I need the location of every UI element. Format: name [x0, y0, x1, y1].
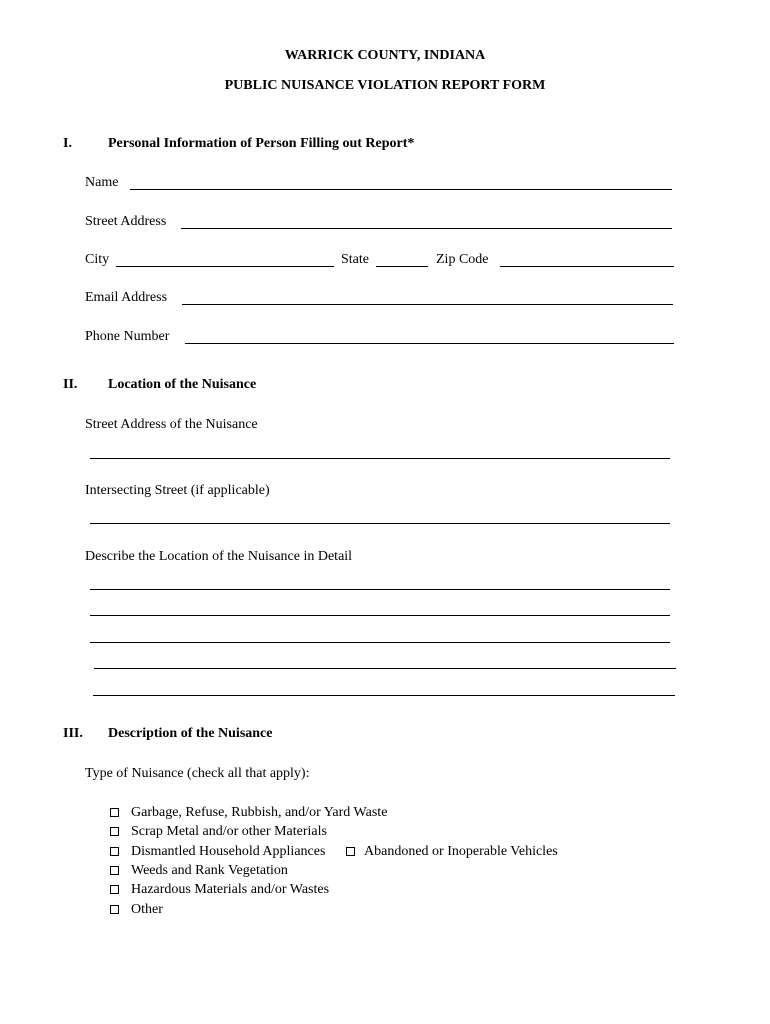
describe-line-2[interactable] [90, 615, 670, 616]
state-field[interactable] [376, 266, 428, 267]
checkbox-weeds[interactable] [110, 866, 119, 875]
zip-code-field[interactable] [500, 266, 674, 267]
county-heading: WARRICK COUNTY, INDIANA [284, 48, 486, 63]
option-scrap-metal-label: Scrap Metal and/or other Materials [131, 824, 327, 839]
option-appliances-label: Dismantled Household Appliances [131, 844, 326, 859]
option-vehicles-label: Abandoned or Inoperable Vehicles [364, 844, 558, 859]
checkbox-vehicles[interactable] [346, 847, 355, 856]
nuisance-street-label: Street Address of the Nuisance [85, 417, 258, 432]
checkbox-hazardous[interactable] [110, 885, 119, 894]
checkbox-other[interactable] [110, 905, 119, 914]
phone-field[interactable] [185, 343, 674, 344]
option-other-label: Other [131, 902, 163, 917]
option-garbage-label: Garbage, Refuse, Rubbish, and/or Yard Waste [131, 805, 388, 820]
describe-line-3[interactable] [90, 642, 670, 643]
street-address-label: Street Address [85, 214, 167, 229]
section-3-title: Description of the Nuisance [108, 726, 273, 741]
describe-line-5[interactable] [93, 695, 675, 696]
email-field[interactable] [182, 304, 673, 305]
street-address-field[interactable] [181, 228, 672, 229]
name-label: Name [85, 175, 119, 190]
section-1-title: Personal Information of Person Filling out Report* [108, 136, 415, 151]
zip-code-label: Zip Code [436, 252, 489, 267]
checkbox-garbage[interactable] [110, 808, 119, 817]
nuisance-street-field[interactable] [90, 458, 670, 459]
section-3-numeral: III. [63, 726, 83, 741]
describe-line-4[interactable] [94, 668, 676, 669]
checkbox-scrap-metal[interactable] [110, 827, 119, 836]
form-title: PUBLIC NUISANCE VIOLATION REPORT FORM [224, 78, 546, 93]
name-field[interactable] [130, 189, 672, 190]
nuisance-type-label: Type of Nuisance (check all that apply): [85, 766, 310, 781]
state-label: State [341, 252, 369, 267]
describe-line-1[interactable] [90, 589, 670, 590]
option-hazardous-label: Hazardous Materials and/or Wastes [131, 882, 330, 897]
describe-location-label: Describe the Location of the Nuisance in Detail [85, 549, 353, 564]
section-1-numeral: I. [63, 136, 72, 151]
email-label: Email Address [85, 290, 168, 305]
city-field[interactable] [116, 266, 334, 267]
checkbox-appliances[interactable] [110, 847, 119, 856]
intersecting-street-field[interactable] [90, 523, 670, 524]
city-label: City [85, 252, 110, 267]
intersecting-street-label: Intersecting Street (if applicable) [85, 483, 270, 498]
phone-label: Phone Number [85, 329, 170, 344]
section-2-numeral: II. [63, 377, 78, 392]
section-2-title: Location of the Nuisance [108, 377, 257, 392]
option-weeds-label: Weeds and Rank Vegetation [131, 863, 288, 878]
